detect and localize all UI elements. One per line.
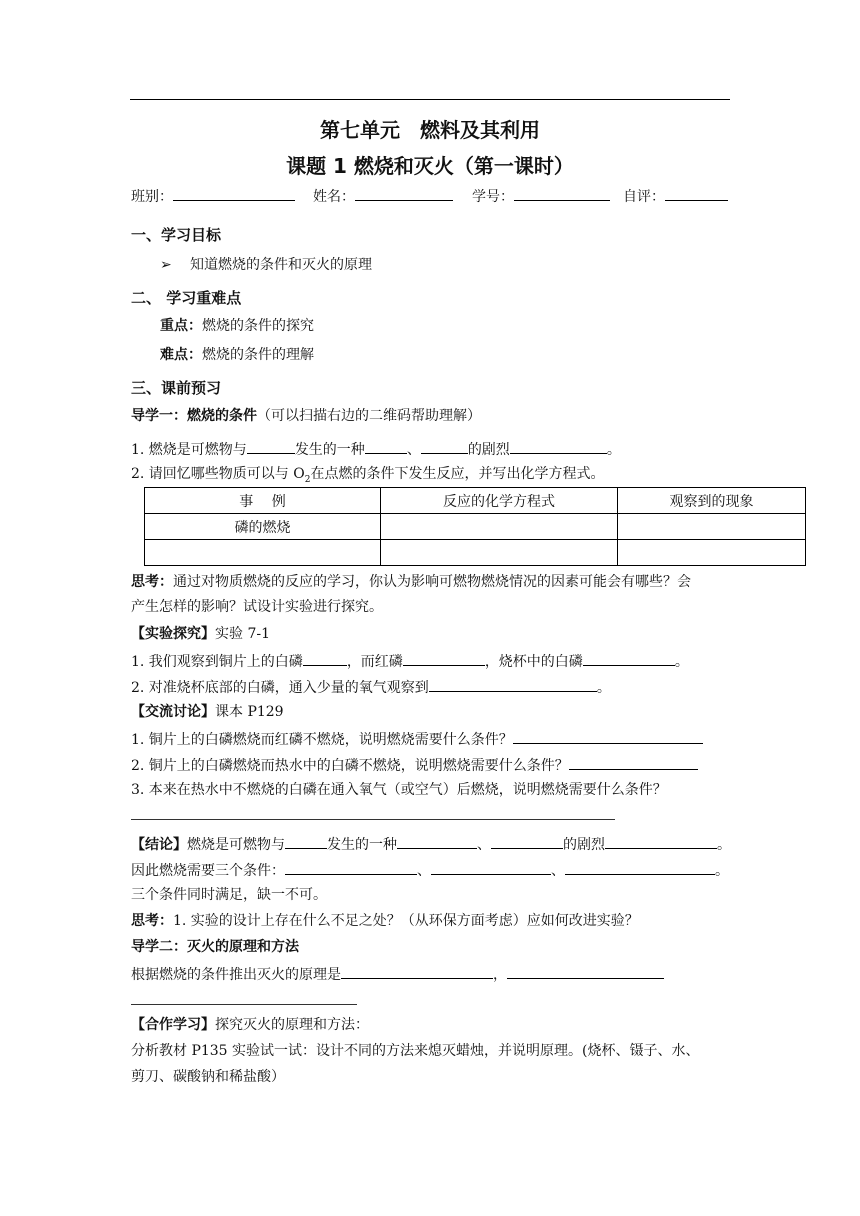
- blank[interactable]: [365, 439, 407, 454]
- blank[interactable]: [491, 834, 563, 849]
- discussion-q2: 2. 铜片上的白磷燃烧而热水中的白磷不燃烧，说明燃烧需要什么条件？: [131, 755, 698, 775]
- section-3-heading: 三、课前预习: [131, 379, 222, 397]
- blank[interactable]: [510, 439, 607, 454]
- blank[interactable]: [285, 834, 327, 849]
- blank[interactable]: [565, 860, 715, 875]
- table-cell: 磷的燃烧: [145, 514, 381, 540]
- experiment-q1: 1. 我们观察到铜片上的白磷 ，而红磷 ，烧杯中的白磷 。: [131, 651, 689, 671]
- guide-2-question: 根据燃烧的条件推出灭火的原理是 ，: [131, 964, 664, 984]
- think-1-line-1: 思考：通过对物质燃烧的反应的学习，你认为影响可燃物燃烧情况的因素可能会有哪些？会: [131, 574, 691, 590]
- blank[interactable]: [341, 964, 493, 979]
- table-cell[interactable]: [381, 540, 618, 566]
- name-blank[interactable]: [355, 186, 453, 201]
- experiment-heading: 【实验探究】实验 7-1: [131, 626, 270, 642]
- number-blank[interactable]: [514, 186, 610, 201]
- table-row: [145, 540, 806, 566]
- cooperative-line-2: 剪刀、碳酸钠和稀盐酸）: [131, 1069, 285, 1085]
- table-header: 事 例: [145, 488, 381, 514]
- unit-title: 第七单元 燃料及其利用: [320, 118, 540, 142]
- answer-line[interactable]: [131, 1004, 357, 1005]
- table-cell[interactable]: [618, 540, 806, 566]
- blank[interactable]: [569, 755, 698, 770]
- cooperative-heading: 【合作学习】探究灭火的原理和方法：: [131, 1017, 369, 1033]
- blank[interactable]: [431, 860, 551, 875]
- blank[interactable]: [507, 964, 664, 979]
- table-header-row: [145, 488, 806, 514]
- blank[interactable]: [583, 651, 675, 666]
- section-1-heading: 一、学习目标: [131, 226, 222, 244]
- think-1-line-2: 产生怎样的影响？试设计实验进行探究。: [131, 599, 383, 615]
- conclusion-line-1: 【结论】燃烧是可燃物与 发生的一种 、 的剧烈 。: [131, 834, 731, 854]
- blank[interactable]: [429, 677, 597, 692]
- blank[interactable]: [421, 439, 468, 454]
- name-field: 姓名：: [313, 186, 453, 206]
- conclusion-line-2: 因此燃烧需要三个条件： 、 、 。: [131, 860, 729, 880]
- table-row: [145, 514, 806, 540]
- number-field: 学号：: [472, 186, 610, 206]
- class-field: 班别：: [131, 186, 295, 206]
- blank[interactable]: [285, 860, 417, 875]
- difficult-point: 难点：燃烧的条件的理解: [160, 347, 314, 363]
- table-header: 观察到的现象: [618, 488, 806, 514]
- blank[interactable]: [605, 834, 717, 849]
- conclusion-line-3: 三个条件同时满足，缺一不可。: [131, 887, 327, 903]
- blank[interactable]: [513, 729, 703, 744]
- think-2: 思考：1. 实验的设计上存在什么不足之处？（从环保方面考虑）应如何改进实验？: [131, 913, 639, 929]
- discussion-q1: 1. 铜片上的白磷燃烧而红磷不燃烧，说明燃烧需要什么条件？: [131, 729, 703, 749]
- blank[interactable]: [403, 651, 485, 666]
- blank[interactable]: [247, 439, 295, 454]
- cooperative-line-1: 分析教材 P135 实验试一试：设计不同的方法来熄灭蜡烛，并说明原理。(烧杯、镊子、水、: [131, 1043, 700, 1059]
- guide-2: 导学二：灭火的原理和方法: [131, 939, 299, 955]
- blank[interactable]: [303, 651, 347, 666]
- experiment-q2: 2. 对准烧杯底部的白磷，通入少量的氧气观察到 。: [131, 677, 611, 697]
- arrow-bullet-icon: ➢: [160, 257, 172, 273]
- eval-blank[interactable]: [665, 186, 728, 201]
- table-cell[interactable]: [618, 514, 806, 540]
- table-cell[interactable]: [381, 514, 618, 540]
- lesson-title: 课题 1 燃烧和灭火（第一课时）: [286, 154, 574, 178]
- question-2: 2. 请回忆哪些物质可以与 $O_2$在点燃的条件下发生反应，并写出化学方程式。: [131, 466, 605, 485]
- discussion-q3: 3. 本来在热水中不燃烧的白磷在通入氧气（或空气）后燃烧，说明燃烧需要什么条件？: [131, 782, 667, 798]
- class-blank[interactable]: [173, 186, 295, 201]
- table-header: 反应的化学方程式: [381, 488, 618, 514]
- guide-1: 导学一：燃烧的条件（可以扫描右边的二维码帮助理解）: [131, 408, 481, 424]
- eval-field: 自评：: [623, 186, 728, 206]
- blank[interactable]: [397, 834, 477, 849]
- discussion-heading: 【交流讨论】课本 P129: [131, 704, 284, 720]
- answer-line[interactable]: [131, 819, 615, 820]
- table-cell[interactable]: [145, 540, 381, 566]
- objective-item: ➢ 知道燃烧的条件和灭火的原理: [160, 257, 372, 273]
- section-2-heading: 二、 学习重难点: [131, 289, 242, 307]
- header-rule: [130, 99, 730, 100]
- key-point: 重点：燃烧的条件的探究: [160, 318, 314, 334]
- reaction-table: [144, 487, 806, 566]
- question-1: 1. 燃烧是可燃物与 发生的一种 、 的剧烈 。: [131, 439, 621, 459]
